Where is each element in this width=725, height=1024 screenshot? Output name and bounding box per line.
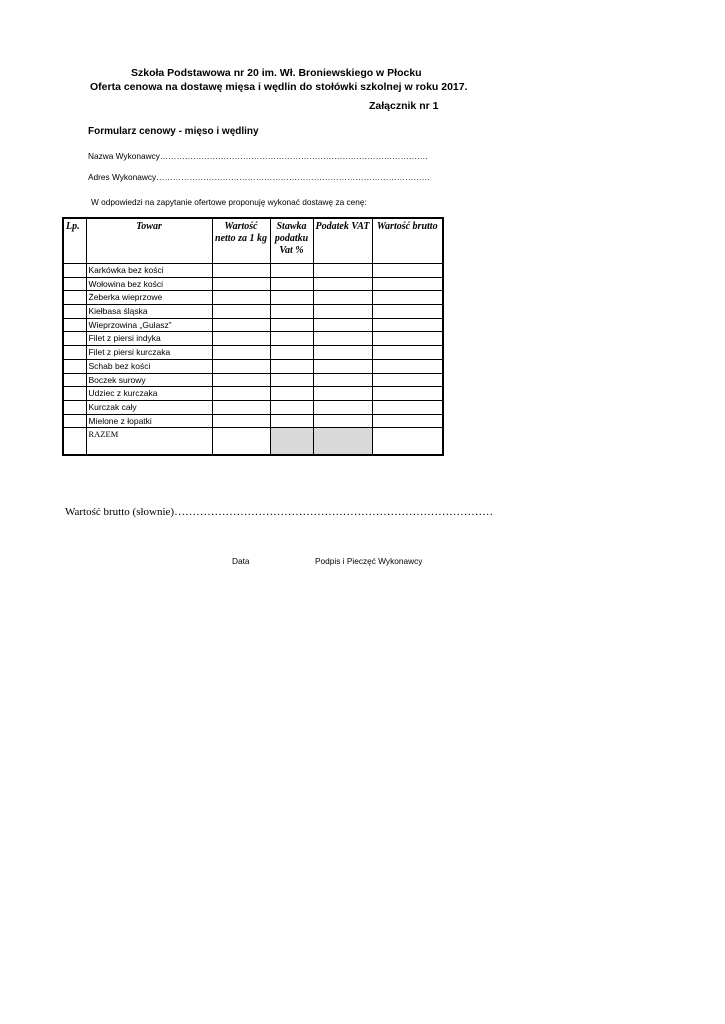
intro-text: W odpowiedzi na zapytanie ofertowe proponuję wykonać dostawę za cenę: xyxy=(91,197,367,207)
product-name: Udziec z kurczaka xyxy=(86,387,212,401)
total-label: RAZEM xyxy=(86,428,212,456)
total-vat-tax-cell xyxy=(313,428,372,456)
header-lp: Lp. xyxy=(63,218,86,264)
product-name: Karkówka bez kości xyxy=(86,264,212,278)
offer-title: Oferta cenowa na dostawę mięsa i wędlin do stołówki szkolnej w roku 2017. xyxy=(90,81,468,93)
gross-value-words: Wartość brutto (słownie)…………………………………………………………………………… xyxy=(65,506,494,518)
signature-label: Podpis i Pieczęć Wykonawcy xyxy=(315,556,423,566)
table-row xyxy=(63,387,443,401)
table-row xyxy=(63,291,443,305)
table-row xyxy=(63,346,443,360)
table-row xyxy=(63,400,443,414)
table-row xyxy=(63,332,443,346)
product-name: Kurczak cały xyxy=(86,400,212,414)
total-vat-rate-cell xyxy=(270,428,313,456)
table-row xyxy=(63,305,443,319)
product-name: Żeberka wieprzowe xyxy=(86,291,212,305)
table-row xyxy=(63,414,443,428)
product-name: Wołowina bez kości xyxy=(86,277,212,291)
total-row xyxy=(63,428,443,456)
table-row xyxy=(63,373,443,387)
header-product: Towar xyxy=(86,218,212,264)
table-row xyxy=(63,277,443,291)
product-name: Wieprzowina „Gulasz” xyxy=(86,318,212,332)
table-header-row xyxy=(63,218,443,264)
header-vat-tax: Podatek VAT xyxy=(313,218,372,264)
contractor-name-field: Nazwa Wykonawcy……………………………………………………………………………………. xyxy=(88,151,428,161)
product-name: Kiełbasa śląska xyxy=(86,305,212,319)
table-row xyxy=(63,264,443,278)
contractor-address-field: Adres Wykonawcy……………………………………………………………………………………… xyxy=(88,172,430,182)
product-name: Mielone z łopatki xyxy=(86,414,212,428)
product-name: Boczek surowy xyxy=(86,373,212,387)
product-name: Filet z piersi indyka xyxy=(86,332,212,346)
form-subtitle: Formularz cenowy - mięso i wędliny xyxy=(88,126,259,137)
product-name: Schab bez kości xyxy=(86,359,212,373)
table-row xyxy=(63,359,443,373)
product-name: Filet z piersi kurczaka xyxy=(86,346,212,360)
price-table xyxy=(62,217,444,456)
school-name: Szkoła Podstawowa nr 20 im. Wł. Broniewskiego w Płocku xyxy=(131,67,422,79)
attachment-label: Załącznik nr 1 xyxy=(369,100,439,112)
table-row xyxy=(63,318,443,332)
date-label: Data xyxy=(232,556,250,566)
header-vat-rate: Stawka podatku Vat % xyxy=(270,218,313,264)
header-gross-value: Wartość brutto xyxy=(372,218,443,264)
header-net-value: Wartość netto za 1 kg xyxy=(212,218,270,264)
